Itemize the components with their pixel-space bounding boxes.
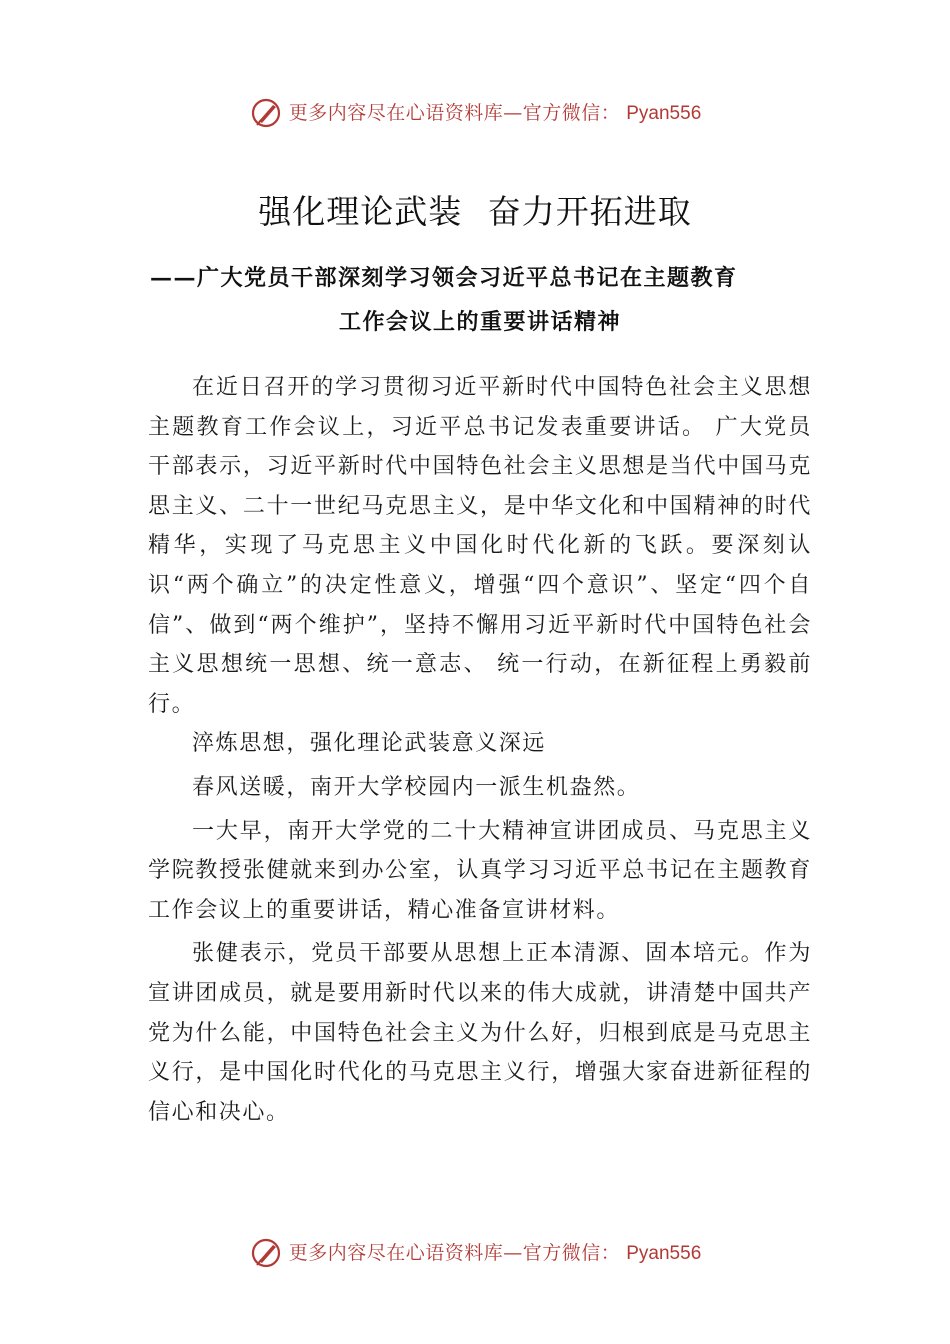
paragraph-4: 张健表示，党员干部要从思想上正本清源、固本培元。作为宣讲团成员，就是要用新时代以来的伟大成就，讲清楚中国共产党为什么能，中国特色社会主义为什么好，归根到底是马克思主义行，是中国化时代化的马克思主义行，增强大家奋进新征程的信心和决心。: [148, 941, 812, 1125]
watermark-text: 更多内容尽在心语资料库—官方微信：: [288, 101, 621, 124]
paragraph-2: 春风送暖，南开大学校园内一派生机盎然。: [192, 774, 641, 800]
subtitle-line-2: 工作会议上的重要讲话精神: [338, 309, 621, 335]
paragraph-3: 一大早，南开大学党的二十大精神宣讲团成员、马克思主义学院教授张健就来到办公室，认真学习习近平总书记在主题教育工作会议上的重要讲话，精心准备宣讲材料。: [148, 818, 812, 923]
watermark-header: [0, 96, 950, 130]
watermark-footer: [0, 1236, 950, 1270]
page-title: 强化理论武装 奋力开拓进取: [258, 192, 692, 231]
watermark-handle: Pyan556: [626, 1242, 702, 1264]
quill-pen-logo-icon: [249, 1236, 283, 1270]
subtitle-line-1: ——广大党员干部深刻学习领会习近平总书记在主题教育: [150, 265, 738, 291]
paragraph-1: 在近日召开的学习贯彻习近平新时代中国特色社会主义思想主题教育工作会议上，习近平总书记发表重要讲话。 广大党员干部表示，习近平新时代中国特色社会主义思想是当代中国马克思主义、二十一世纪马克思主义，是中华文化和中国精神的时代精华，实现了马克思主义中国化时代化新的飞跃。要深刻认识“两个确立”的决定性意义，增强“四个意识”、坚定“四个自信”、做到“两个维护”，坚持不懈用习近平新时代中国特色社会主义思想统一思想、统一意志、 统一行动，在新征程上勇毅前行。: [148, 375, 812, 717]
watermark-handle: Pyan556: [626, 102, 702, 124]
page-subtitle: [150, 256, 810, 344]
article-body: [148, 368, 812, 1132]
section-heading: 淬炼思想，强化理论武装意义深远: [192, 731, 547, 757]
quill-pen-logo-icon: [249, 96, 283, 130]
watermark-text: 更多内容尽在心语资料库—官方微信：: [288, 1241, 621, 1264]
